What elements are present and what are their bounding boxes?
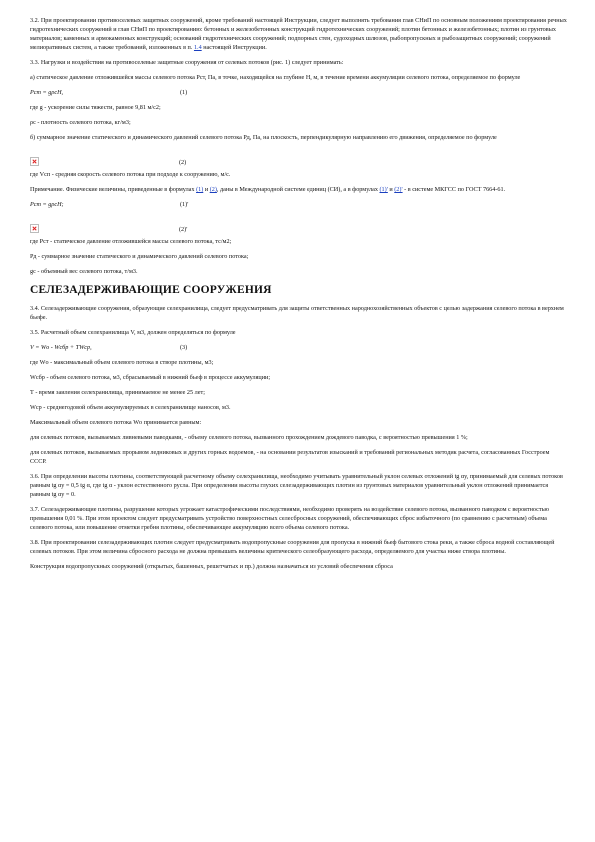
wo-definition: где Wо - максимальный объем селевого потока в створе плотины, м3; (30, 359, 214, 366)
formula-1 (30, 88, 567, 97)
note-text: , даны в Международной системе единиц (СИ), а в формулах (216, 186, 378, 193)
formula-1-prime (30, 200, 567, 209)
vsp-definition: где Vсп - средняя скорость селевого потока при подходе к сооружению, м/с. (30, 171, 231, 178)
formula-1-expression: Рст = gρсН, (30, 89, 64, 96)
note-text: и (204, 186, 209, 193)
formula-2-prime (30, 215, 567, 233)
gc-definition: gс - объемный вес селевого потока, т/м3. (30, 268, 138, 275)
t-definition: Т - время заиления селехранилища, принимаемое не менее 25 лет; (30, 389, 205, 396)
formula-1p-expression: Рст = gρсН; (30, 201, 64, 208)
wsr-definition: Wср - среднегодовой объем аккумулируемых в селехранилище наносов, м3. (30, 404, 231, 411)
formula-2-number: (2) (179, 159, 187, 166)
paragraph-3-7: 3.7. Селезадерживающие плотины, разрушение которых угрожает катастрофическими последствиями, необходимо проверять на воздействие селевого потока, вызванного паводком с вероятностью превышения 0,01 %. При этом проектом следует предусматривать устройство поверхностных селесбросных сооружений, обеспечивающих сброс избыточного (по сравнению с расчетным) объема селевого потока, или повышение отметки гребня плотины, обеспечивающее аккумуляцию всего объема селевого потока. (30, 506, 550, 531)
paragraph-text: настоящей Инструкции. (203, 44, 267, 51)
rain-flood-paragraph: для селевых потоков, вызываемых ливневыми паводками, - объему селевого потока, вызванного прохождением дождевого паводка, с вероятностью превышения 1 %; (30, 434, 468, 441)
formula-3-expression: V = Wо - Wсбр + ТWср, (30, 344, 92, 351)
paragraph-3-3-b: б) суммарное значение статического и динамического давлений селевого потока Рд, Па, на плоскость, перпендикулярную направлению его движения, определяемое по формуле (30, 134, 497, 141)
formula-2 (30, 148, 567, 166)
rho-definition: ρс - плотность селевого потока, кг/м3; (30, 119, 131, 126)
section-heading: СЕЛЕЗАДЕРЖИВАЮЩИЕ СООРУЖЕНИЯ (30, 284, 272, 296)
glacial-outburst-paragraph: для селевых потоков, вызываемых прорывом ледниковых и других горных водоемов, - на основании результатов изысканий и требований региональных методик расчета, согласованных Госстроем СССР. (30, 449, 550, 465)
formula-1p-link[interactable]: (1)' (379, 186, 388, 193)
broken-image-icon (30, 157, 39, 166)
formula-2p-link[interactable]: (2)' (394, 186, 403, 193)
paragraph-3-4: 3.4. Селезадерживающие сооружения, образующие селехранилища, следует предусматривать для защиты ответственных народнохозяйственных объектов с целью задержания селевого потока в верхнем бьефе. (30, 305, 564, 321)
paragraph-3-8: 3.8. При проектировании селезадерживающих плотин следует предусматривать водопропускные сооружения для пропуска в нижний бьеф бытового стока реки, а также сброса водной составляющей селевых потоков. При этом величина сбросного расхода не должна превышать величины критического селеобразующего расхода, определяемого для участка ниже створа плотины. (30, 539, 555, 555)
paragraph-3-5: 3.5. Расчетный объем селехранилища V, м3, должен определяться по формуле (30, 329, 236, 336)
paragraph-3-3-a: а) статическое давление отложившейся массы селевого потока Рст, Па, в точке, находящейся на глубине Н, м, в течение времени аккумуляции селевого потока, определяемое по формуле (30, 74, 521, 81)
formula-2p-number: (2)' (179, 226, 188, 233)
note-text: Примечание. Физические величины, приведенные в формулах (30, 186, 195, 193)
max-volume-paragraph: Максимальный объем селевого потока Wо принимается равным: (30, 419, 202, 426)
last-paragraph: Конструкция водопропускных сооружений (открытых, башенных, решетчатых и пр.) должна назначаться из условий обеспечения сброса (30, 563, 393, 570)
broken-image-icon (30, 224, 39, 233)
clause-1-4-link[interactable]: 1.4 (193, 44, 202, 51)
formula-1p-number: (1)' (180, 201, 189, 208)
pst-definition: где Рст - статическое давление отложившейся массы селевого потока, тс/м2; (30, 238, 232, 245)
formula-3-number: (3) (180, 344, 188, 351)
g-definition: где g - ускорение силы тяжести, равное 9,81 м/с2; (30, 104, 161, 111)
paragraph-text: 3.2. При проектировании противоселевых защитных сооружений, кроме требований настоящей Инструкции, следует выполнять требования глав СНиП по основным положениям проектирования речных гидротехнических сооружений и глав СНиП по проектированию: бетонных и железобетонных конструкций гидротехнических сооружений; плотин бетонных и железобетонных; плотин из грунтовых материалов; каменных и армокаменных конструкций; оснований гидротехнических сооружений; подпорных стен, судоходных шлюзов, рыбопропускных и рыбозащитных сооружений; сооружений мелиоративных систем, а также требований, изложенных в п. (30, 17, 567, 51)
formula-1-number: (1) (180, 89, 188, 96)
formula-1-link[interactable]: (1) (196, 186, 204, 193)
note-text: - в системе МКГСС по ГОСТ 7664-61. (404, 186, 506, 193)
pd-definition: Рд - суммарное значение статического и динамического давлений селевого потока; (30, 253, 249, 260)
formula-3 (30, 343, 567, 352)
paragraph-3-3: 3.3. Нагрузки и воздействия на противоселевые защитные сооружения от селевых потоков (рис. 1) следует принимать: (30, 59, 344, 66)
wsbr-definition: Wсбр - объем селевого потока, м3, сбрасываемый в нижний бьеф в процессе аккумуляции; (30, 374, 271, 381)
formula-2-link[interactable]: (2) (209, 186, 217, 193)
paragraph-3-2 (30, 16, 567, 52)
paragraph-3-6: 3.6. При определении высоты плотины, соответствующей расчетному объему селехранилища, необходимо учитывать уравнительный уклон селевых отложений tg αу, принимаемый для селевых потоков равным tg αу = 0,5 tg α, где tg α - уклон естественного русла. При определении высоты глухих селезадерживающих плотин из грунтовых материалов уравнительный уклон отложений принимается равным tg αу = 0. (30, 473, 563, 498)
note-paragraph (30, 185, 567, 194)
note-text: и (389, 186, 393, 193)
